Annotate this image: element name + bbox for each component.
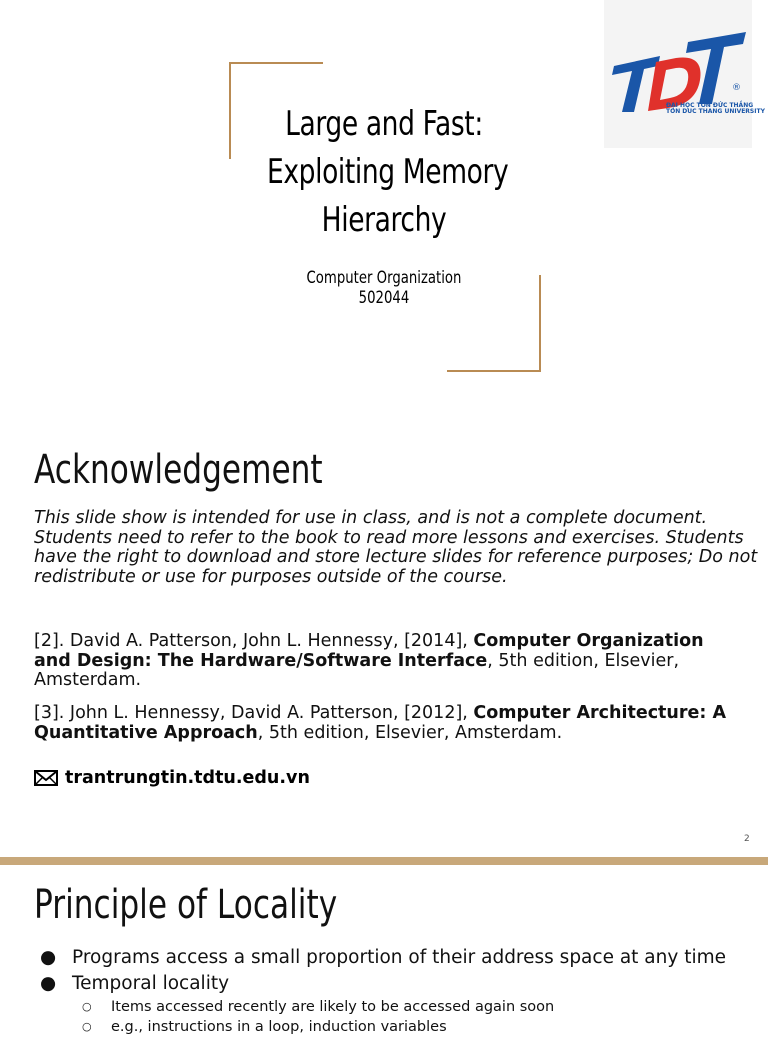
locality-title: Principle of Locality [34,882,338,928]
sub-list-item-text: Items accessed recently are likely to be accessed again soon [111,999,555,1015]
acknowledgement-slide [0,412,768,857]
reference-2-book-title-cont: and Design: The Hardware/Software Interface [34,650,488,671]
slide-divider [0,857,768,865]
acknowledgement-title: Acknowledgement [34,447,323,493]
sub-bullet-icon: ○ [82,1000,92,1013]
tdt-logo-icon [604,0,765,148]
contact-link[interactable] [34,768,310,788]
reference-3-book-title-cont: Quantitative Approach [34,722,258,743]
title-slide [0,0,768,412]
course-info [267,268,501,308]
reference-3 [34,704,734,743]
reference-2-book-title: Computer Organization [473,631,704,651]
list-item-text: Programs access a small proportion of their address space at any time [72,947,726,968]
reference-2-authors: [2]. David A. Patterson, John L. Hennessy, [2014], [34,631,474,651]
sub-bullet-icon: ○ [82,1020,92,1033]
course-name: Computer Organization [306,268,462,288]
usage-note-line: Students need to refer to the book to read more lessons and exercises. Students [34,527,744,548]
usage-note [34,508,758,587]
logo-text-vietnamese: ĐẠI HỌC TÔN ĐỨC THẮNG [666,102,754,109]
sub-list-item-text: e.g., instructions in a loop, induction variables [111,1019,447,1035]
logo-text-english: TON DUC THANG UNIVERSITY [666,108,765,115]
page-number: 2 [744,834,750,844]
slide-title-line: Large and Fast: [285,104,483,144]
list-item [40,971,760,997]
university-logo [604,0,765,148]
locality-slide [0,865,768,1035]
bullet-icon: ● [40,973,57,994]
list-item [40,945,760,971]
contact-url[interactable]: trantrungtin.tdtu.edu.vn [65,768,310,788]
sub-list-item [40,1017,760,1037]
usage-note-line: This slide show is intended for use in class, and is not a complete document. [34,508,708,528]
usage-note-line: have the right to download and store lecture slides for reference purposes; Do not [34,547,758,568]
reference-2 [34,632,734,691]
list-item-text: Temporal locality [72,973,230,994]
reference-2-place: Amsterdam. [34,670,142,691]
reference-3-edition: , 5th edition, Elsevier, Amsterdam. [257,722,563,743]
course-code: 502044 [358,288,410,308]
svg-text:®: ® [732,83,741,93]
slide-title-line: Exploiting Memory [267,152,509,192]
bullet-icon: ● [40,947,57,968]
envelope-icon [34,770,58,786]
bullet-list [40,945,760,1037]
reference-3-book-title: Computer Architecture: A [473,703,727,723]
slide-title-line: Hierarchy [321,200,447,240]
usage-note-line: redistribute or use for purposes outside of the course. [34,566,508,587]
slide-title [267,100,509,244]
reference-2-edition: , 5th edition, Elsevier, [487,650,680,671]
reference-3-authors: [3]. John L. Hennessy, David A. Patterson, [2012], [34,703,474,723]
sub-list-item [40,997,760,1017]
